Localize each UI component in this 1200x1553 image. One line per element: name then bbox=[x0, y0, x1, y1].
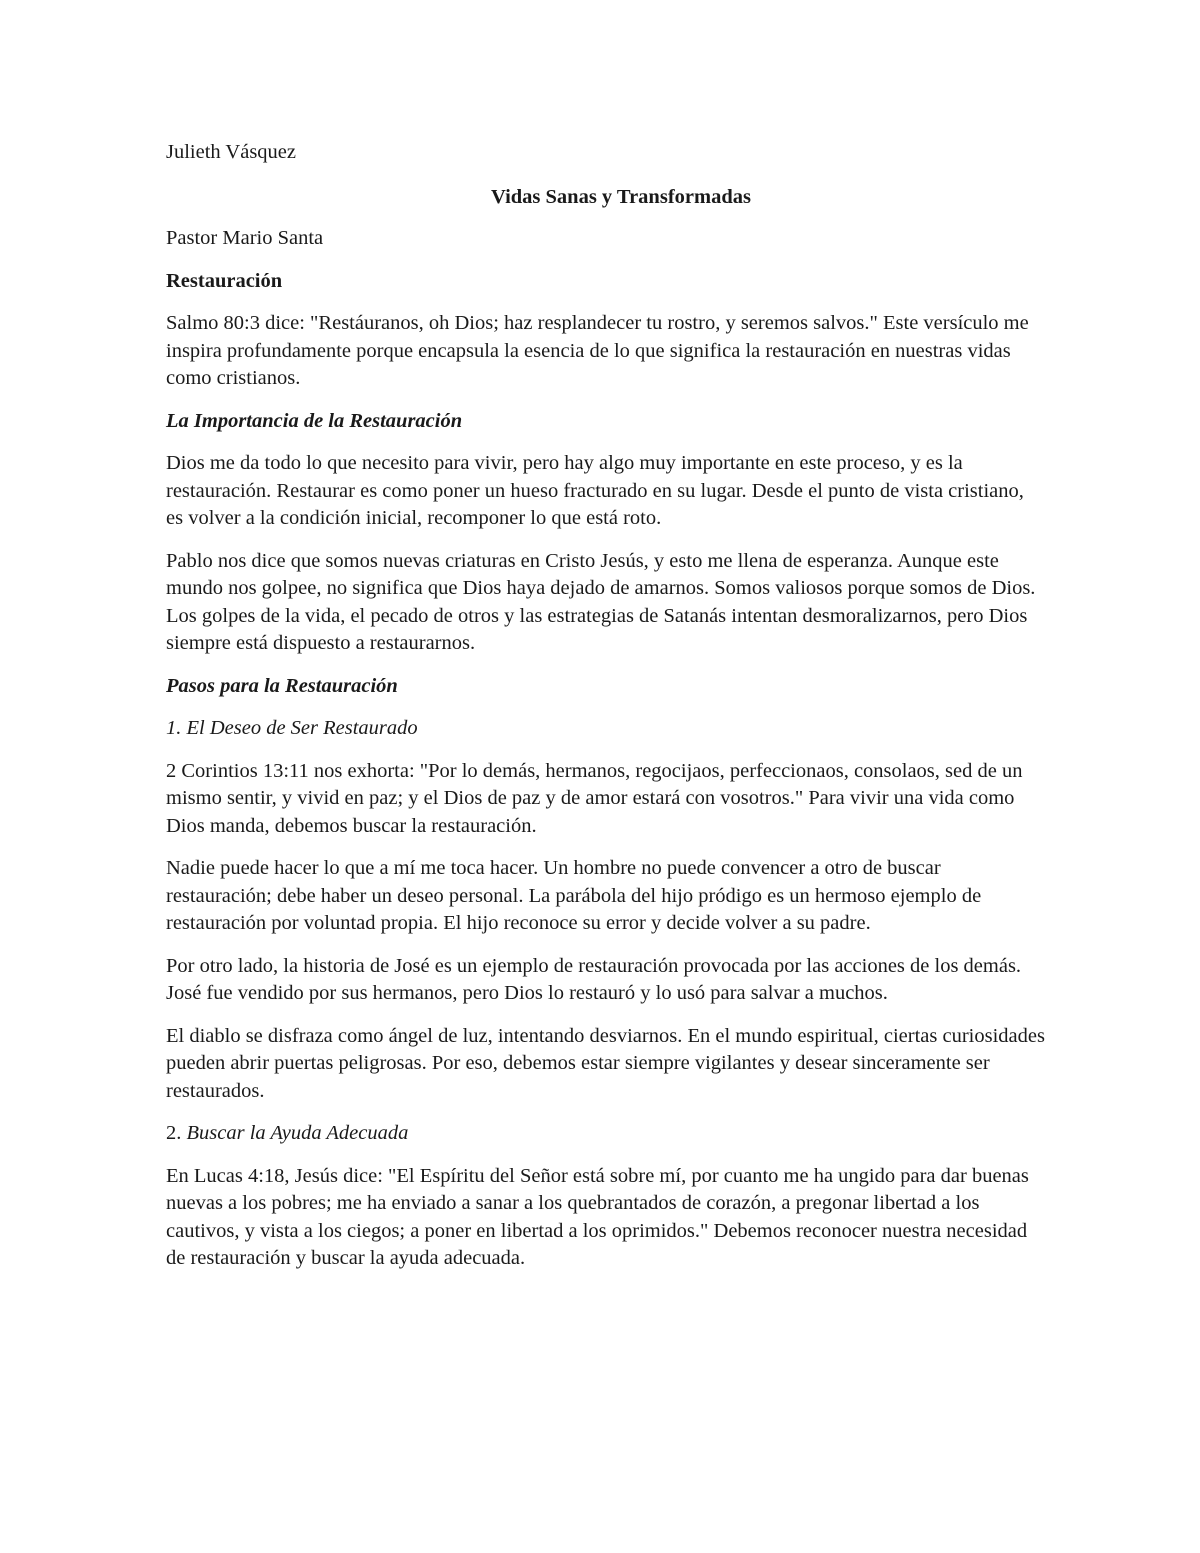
pastor-name: Pastor Mario Santa bbox=[166, 227, 324, 249]
document-page bbox=[166, 139, 1046, 1288]
importance-heading: La Importancia de la Restauración bbox=[166, 409, 463, 432]
step1-paragraph-2: Nadie puede hacer lo que a mí me toca hacer. Un hombre no puede convencer a otro de buscar restauración; debe haber un deseo personal. La parábola del hijo pródigo es un hermoso ejemplo de restauración por voluntad propia. El hijo reconoce su error y decide volver a su padre. bbox=[166, 857, 982, 934]
importance-paragraph-1: Dios me da todo lo que necesito para vivir, pero hay algo muy importante en este proceso, y es la restauración. Restaurar es como poner un hueso fracturado en su lugar. Desde el punto de vista cristiano, es volver a la condición inicial, recomponer lo que está roto. bbox=[166, 452, 1024, 529]
step1-paragraph-4: El diablo se disfraza como ángel de luz, intentando desviarnos. En el mundo espiritual, ciertas curiosidades pueden abrir puertas peligrosas. Por eso, debemos estar siempre vigilantes y desear sinceramente ser restaurados. bbox=[166, 1024, 1045, 1102]
step1-heading: 1. El Deseo de Ser Restaurado bbox=[166, 717, 418, 739]
step1-paragraph-3: Por otro lado, la historia de José es un ejemplo de restauración provocada por las acciones de los demás. José fue vendido por sus hermanos, pero Dios lo restauró y lo usó para salvar a muchos. bbox=[166, 954, 1022, 1004]
step2-heading-line bbox=[166, 1120, 1046, 1148]
importance-paragraph-2: Pablo nos dice que somos nuevas criaturas en Cristo Jesús, y esto me llena de esperanza. Aunque este mundo nos golpee, no significa que Dios haya dejado de amarnos. Somos valiosos porque somos de Dios. Los golpes de la vida, el pecado de otros y las estrategias de Satanás intentan desmoralizarnos, pero Dios siempre está dispuesto a restaurarnos. bbox=[166, 549, 1036, 654]
step2-paragraph-1: En Lucas 4:18, Jesús dice: "El Espíritu del Señor está sobre mí, por cuanto me ha ungido para dar buenas nuevas a los pobres; me ha enviado a sanar a los quebrantados de corazón, a pregonar libertad a los cautivos, y vista a los ciegos; a poner en libertad a los oprimidos." Debemos reconocer nuestra necesidad de restauración y buscar la ayuda adecuada. bbox=[166, 1164, 1029, 1269]
document-title: Vidas Sanas y Transformadas bbox=[491, 185, 751, 208]
section-heading: Restauración bbox=[166, 269, 283, 292]
step2-number: 2. bbox=[166, 1122, 187, 1144]
steps-heading: Pasos para la Restauración bbox=[166, 674, 398, 697]
author-name: Julieth Vásquez bbox=[166, 141, 296, 163]
step1-paragraph-1: 2 Corintios 13:11 nos exhorta: "Por lo demás, hermanos, regocijaos, perfeccionaos, consolaos, sed de un mismo sentir, y vivid en paz; y el Dios de paz y de amor estará con vosotros." Para vivir una vida como Dios manda, debemos buscar la restauración. bbox=[166, 759, 1023, 837]
intro-paragraph: Salmo 80:3 dice: "Restáuranos, oh Dios; haz resplandecer tu rostro, y seremos salvos." Este versículo me inspira profundamente porque encapsula la esencia de lo que significa la restauración en nuestras vidas como cristianos. bbox=[166, 312, 1029, 389]
step2-heading: Buscar la Ayuda Adecuada bbox=[186, 1122, 409, 1144]
